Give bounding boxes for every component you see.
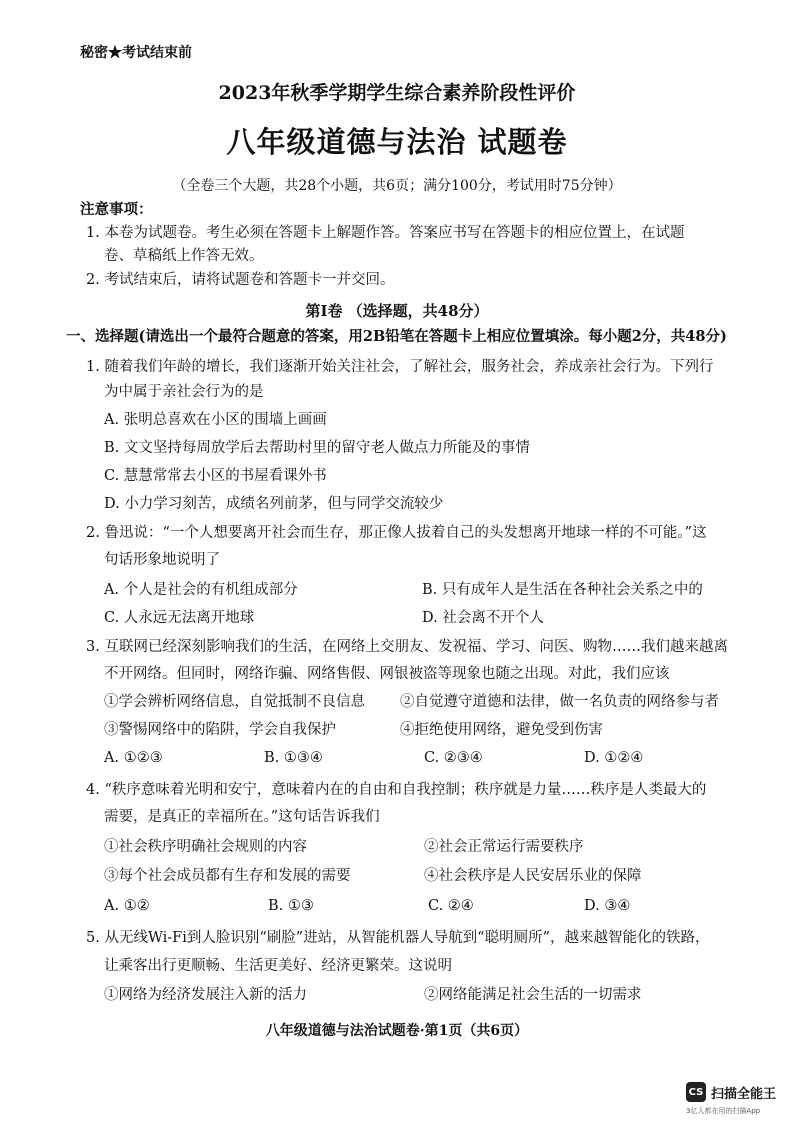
q4-stem-cont: 需要，是真正的幸福所在。”这句话告诉我们 xyxy=(104,809,380,825)
q4-option-c: C. ②④ xyxy=(428,898,474,914)
q2-option-b: B. 只有成年人是生活在各种社会关系之中的 xyxy=(422,582,703,598)
q3-option-c: C. ②③④ xyxy=(424,750,483,766)
q5-statement-1: ①网络为经济发展注入新的活力 xyxy=(104,987,307,1003)
q2-option-a: A. 个人是社会的有机组成部分 xyxy=(104,582,298,598)
q3-statement-4: ④拒绝使用网络，避免受到伤害 xyxy=(400,722,603,738)
q4-stem: 4. “秩序意味着光明和安宁，意味着内在的自由和自我控制；秩序就是力量……秩序是人类最大的 xyxy=(86,782,707,798)
q4-option-b: B. ①③ xyxy=(268,898,314,914)
q5-statement-2: ②网络能满足社会生活的一切需求 xyxy=(424,987,642,1003)
q4-statement-2: ②社会正常运行需要秩序 xyxy=(424,839,584,855)
q4-statement-4: ④社会秩序是人民安居乐业的保障 xyxy=(424,868,642,884)
q4-option-d: D. ③④ xyxy=(584,898,631,914)
q5-stem: 5. 从无线Wi-Fi到人脸识别“刷脸”进站，从智能机器人导航到“聪明厕所”，越来越智能化的铁路， xyxy=(86,930,710,946)
q3-stem: 3. 互联网已经深刻影响我们的生活，在网络上交朋友、发祝福、学习、问医、购物……我们越来越离 xyxy=(86,639,728,655)
q4-option-a: A. ①② xyxy=(104,898,150,914)
q5-stem-cont: 让乘客出行更顺畅、生活更美好、经济更繁荣。这说明 xyxy=(104,958,452,974)
q1-stem-cont: 为中属于亲社会行为的是 xyxy=(104,384,264,400)
page-footer: 八年级道德与法治试题卷·第1页（共6页） xyxy=(265,1023,529,1039)
q2-option-c: C. 人永远无法离开地球 xyxy=(104,610,255,626)
q4-statement-3: ③每个社会成员都有生存和发展的需要 xyxy=(104,868,351,884)
q3-statement-2: ②自觉遵守道德和法律，做一名负责的网络参与者 xyxy=(400,694,719,710)
q1-option-b: B. 文文坚持每周放学后去帮助村里的留守老人做点力所能及的事情 xyxy=(104,440,530,456)
scanner-name: 扫描全能王 xyxy=(711,1086,777,1102)
q1-option-d: D. 小力学习刻苦，成绩名列前茅，但与同学交流较少 xyxy=(104,496,444,512)
q3-option-a: A. ①②③ xyxy=(104,750,163,766)
exam-title: 八年级道德与法治 试题卷 xyxy=(226,125,568,159)
exam-info: （全卷三个大题，共28个小题，共6页；满分100分，考试用时75分钟） xyxy=(172,178,622,194)
section-instruction: 一、选择题(请选出一个最符合题意的答案，用2B铅笔在答题卡上相应位置填涂。每小题2分，共48分) xyxy=(66,328,727,345)
q3-option-d: D. ①②④ xyxy=(584,750,644,766)
scanner-tagline: 3亿人都在用的扫描App xyxy=(686,1107,761,1115)
q2-stem-cont: 句话形象地说明了 xyxy=(104,552,220,568)
q3-option-b: B. ①③④ xyxy=(264,750,323,766)
note-2: 2. 考试结束后，请将试题卷和答题卡一并交回。 xyxy=(86,272,395,288)
exam-subtitle: 2023年秋季学期学生综合素养阶段性评价 xyxy=(218,82,576,104)
q1-stem: 1. 随着我们年龄的增长，我们逐渐开始关注社会，了解社会，服务社会，养成亲社会行为。下列行 xyxy=(86,359,714,375)
q4-statement-1: ①社会秩序明确社会规则的内容 xyxy=(104,839,307,855)
camscanner-logo-icon: CS xyxy=(686,1082,706,1102)
section-title: 第Ⅰ卷 （选择题，共48分） xyxy=(305,302,489,320)
q1-option-a: A. 张明总喜欢在小区的围墙上画画 xyxy=(104,412,327,428)
note-1: 1. 本卷为试题卷。考生必须在答题卡上解题作答。答案应书写在答题卡的相应位置上，在试题 xyxy=(86,225,685,241)
q3-stem-cont: 不开网络。但同时，网络诈骗、网络售假、网银被盗等现象也随之出现。对此，我们应该 xyxy=(104,666,670,682)
q2-stem: 2. 鲁迅说：“一个人想要离开社会而生存，那正像人拔着自己的头发想离开地球一样的不可能。”这 xyxy=(86,525,707,541)
q3-statement-3: ③警惕网络中的陷阱，学会自我保护 xyxy=(104,722,336,738)
notes-heading: 注意事项： xyxy=(80,201,153,218)
confidential-label: 秘密★考试结束前 xyxy=(80,45,192,61)
q2-option-d: D. 社会离不开个人 xyxy=(422,610,544,626)
q1-option-c: C. 慧慧常常去小区的书屋看课外书 xyxy=(104,468,327,484)
note-1-cont: 卷、草稿纸上作答无效。 xyxy=(104,248,264,264)
q3-statement-1: ①学会辨析网络信息，自觉抵制不良信息 xyxy=(104,694,365,710)
scanner-badge xyxy=(686,1082,776,1102)
